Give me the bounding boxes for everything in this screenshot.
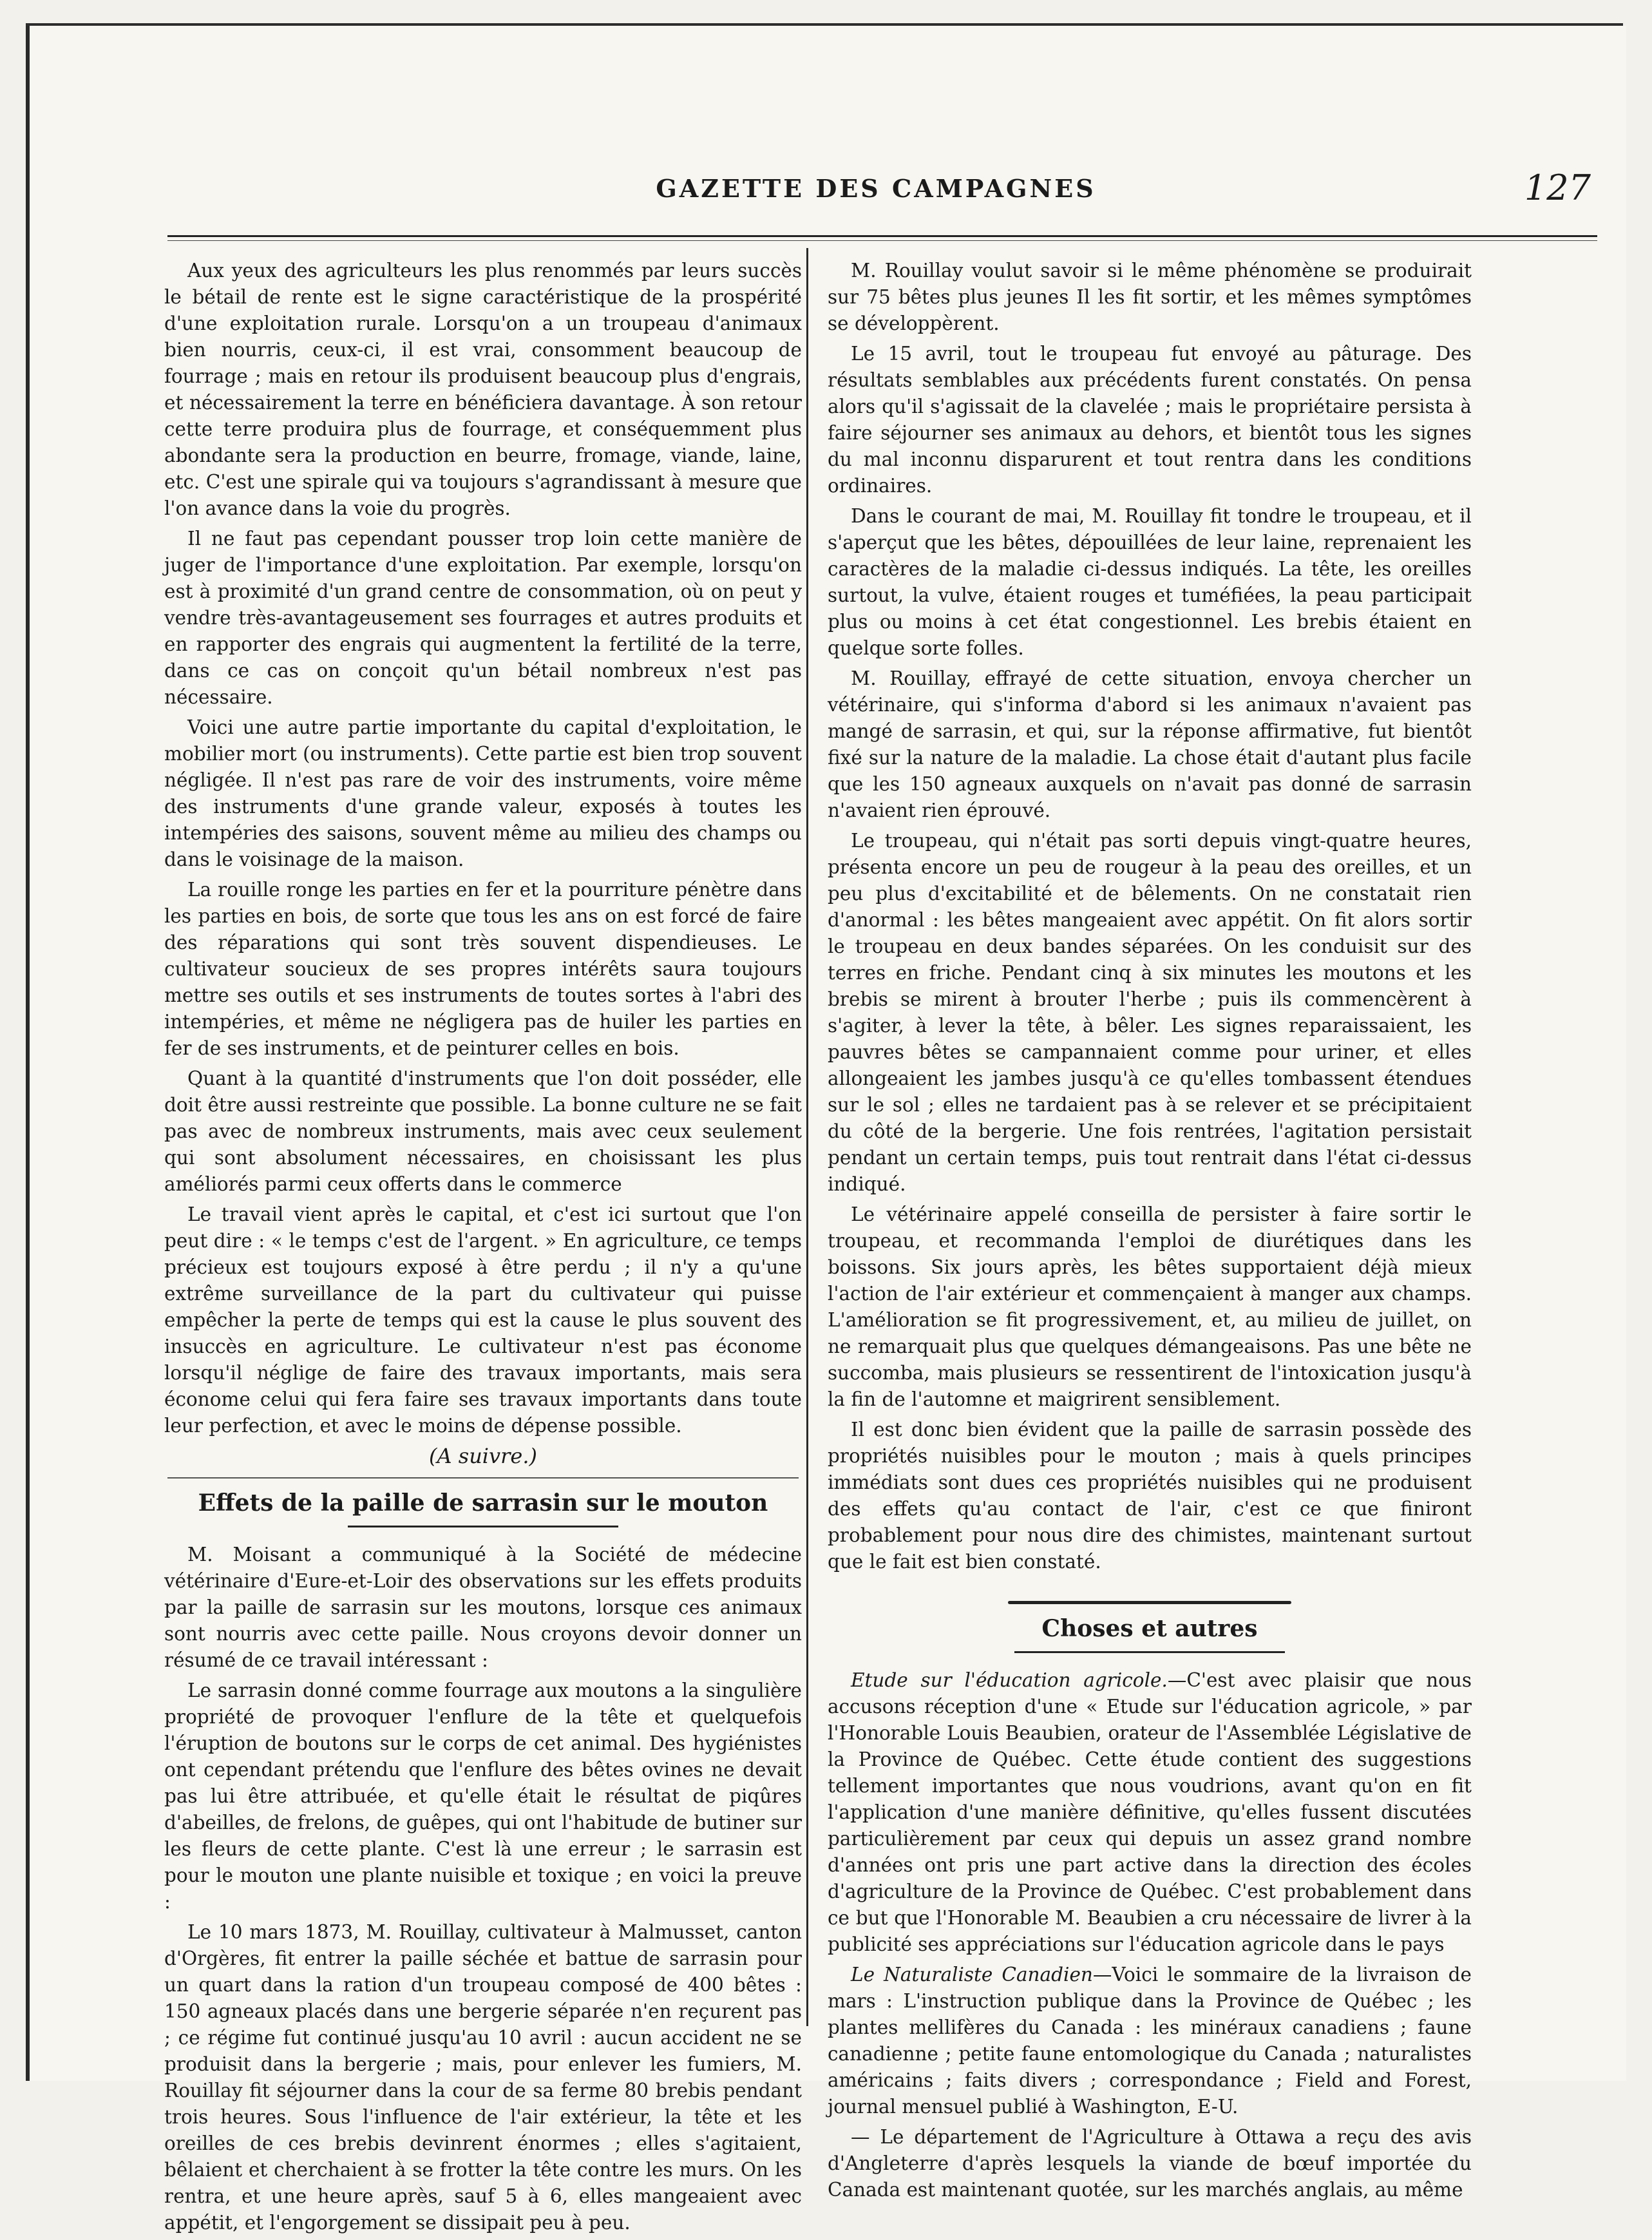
to-be-continued: (A suivre.) <box>429 1444 537 1468</box>
paragraph: M. Moisant a communiqué à la Société de médecine vétérinaire d'Eure-et-Loir des observations sur les effets produits par la paille de sarrasin sur les moutons, lorsque ces animaux sont nourris avec cette paille. Nous croyons devoir donner un résumé de ce travail intéressant : <box>164 1544 802 1671</box>
page-header <box>161 168 1591 232</box>
left-column <box>164 258 802 2240</box>
section-title-choses: Choses et autres <box>1041 1615 1258 1642</box>
item-label: Etude sur l'éducation agricole. <box>851 1669 1168 1691</box>
paragraph <box>828 1667 1472 1958</box>
paragraph: Le 15 avril, tout le troupeau fut envoyé au pâturage. Des résultats semblables aux précédents furent constatés. On pensa alors qu'il s'agissait de la clavelée ; mais le propriétaire persista à faire séjourner ses animaux au dehors, et bientôt tous les signes du mal inconnu disparurent et tout rentra dans les conditions ordinaires. <box>828 343 1472 497</box>
masthead-title: GAZETTE DES CAMPAGNES <box>656 174 1096 203</box>
right-column <box>828 258 1472 2207</box>
page-number: 127 <box>1524 168 1591 208</box>
header-rule <box>167 235 1597 237</box>
paragraph: Le 10 mars 1873, M. Rouillay, cultivateur à Malmusset, canton d'Orgères, fit entrer la paille séchée et battue de sarrasin pour un quart dans la ration d'un troupeau composé de 400 bêtes : 150 agneaux placés dans une bergerie séparée n'en reçurent pas ; ce régime fut continué jusqu'au 10 avril : aucun accident ne se produisit dans la bergerie ; mais, pour enlever les fumiers, M. Rouillay fit séjourner dans la cour de sa ferme 80 brebis pendant trois heures. Sous l'influence de l'air extérieur, la tête et les oreilles de ces brebis devinrent énormes ; elles s'agitaient, bêlaient et cherchaient à se frotter la tête contre les murs. On les rentra, et une heure après, sauf 5 à 6, elles mangeaient avec appétit, et l'engorgement se dissipait peu à peu. <box>164 1921 802 2234</box>
paragraph: Aux yeux des agriculteurs les plus renommés par leurs succès le bétail de rente est le signe caractéristique de la prospérité d'une exploitation rurale. Lorsqu'on a un troupeau d'animaux bien nourris, ceux-ci, il est vrai, consomment beaucoup de fourrage ; mais en retour ils produisent beaucoup plus d'engrais, et nécessairement la terre en bénéficiera davantage. À son retour cette terre produira plus de fourrage, et conséquemment plus abondante sera la production en beurre, fromage, viande, laine, etc. C'est une spirale qui va toujours s'agrandissant à mesure que l'on avance dans la voie du progrès. <box>164 260 802 519</box>
paragraph: La rouille ronge les parties en fer et la pourriture pénètre dans les parties en bois, de sorte que tous les ans on est forcé de faire des réparations qui sont très souvent dispendieuses. Le cultivateur soucieux de ses propres intérêts saura toujours mettre ses outils et ses instruments de toutes sortes à l'abri des intempéries, et même ne négligera pas de huiler les parties en fer de ses instruments, et de peinturer celles en bois. <box>164 879 802 1059</box>
paragraph: Le travail vient après le capital, et c'est ici surtout que l'on peut dire : « le temps c'est de l'argent. » En agriculture, ce temps précieux est toujours exposé à être perdu ; il n'y a qu'une extrême surveillance de la part du cultivateur qui puisse empêcher la perte de temps qui est la cause le plus souvent des insuccès en agriculture. Le cultivateur n'est pas économe lorsqu'il néglige de faire des travaux importants, mais sera économe celui qui fera faire ses travaux importants dans toute leur perfection, et avec le moins de dépense possible. <box>164 1203 802 1437</box>
paragraph: M. Rouillay, effrayé de cette situation, envoya chercher un vétérinaire, qui s'informa d'abord si les animaux n'avaient pas mangé de sarrasin, et qui, sur la réponse affirmative, fut bientôt fixé sur la nature de la maladie. La chose était d'autant plus facile que les 150 agneaux auxquels on n'avait pas donné de sarrasin n'avaient rien éprouvé. <box>828 667 1472 821</box>
header-rule-thin <box>167 240 1597 241</box>
section-title-sarrasin: Effets de la paille de sarrasin sur le mouton <box>198 1489 768 1517</box>
paragraph: Dans le courant de mai, M. Rouillay fit tondre le troupeau, et il s'aperçut que les bêtes, dépouillées de leur laine, reprenaient les caractères de la maladie ci-dessus indiqués. La tête, les oreilles surtout, la vulve, étaient rouges et tuméfiées, la peau participait plus ou moins à cet état congestionnel. Les brebis étaient en quelque sorte folles. <box>828 505 1472 659</box>
paragraph <box>828 1962 1472 2120</box>
paragraph: — Le département de l'Agriculture à Ottawa a reçu des avis d'Angleterre d'après lesquels la viande de bœuf importée du Canada est maintenant quotée, sur les marchés anglais, au même <box>828 2126 1472 2201</box>
paragraph: Le troupeau, qui n'était pas sorti depuis vingt-quatre heures, présenta encore un peu de rougeur à la peau des oreilles, et un peu plus d'excitabilité et de bêlements. On ne constatait rien d'anormal : les bêtes mangeaient avec appétit. On fit alors sortir le troupeau en deux bandes séparées. On les conduisit sur des terres en friche. Pendant cinq à six minutes les moutons et les brebis se mirent à brouter l'herbe ; puis ils commencèrent à s'agiter, à lever la tête, à bêler. Les signes reparaissaient, les pauvres bêtes se campannaient comme pour uriner, et elles allongeaient les jambes jusqu'à ce qu'elles tombassent étendues sur le sol ; elles ne tardaient pas à se relever et se précipitaient du côté de la bergerie. Une fois rentrées, l'agitation persistait pendant un certain temps, puis tout rentrait dans l'état ci-dessus indiqué. <box>828 830 1472 1195</box>
item-label: Le Naturaliste Canadien <box>851 1964 1093 1986</box>
paragraph: M. Rouillay voulut savoir si le même phénomène se produirait sur 75 bêtes plus jeunes Il les fit sortir, et les mêmes symptômes se développèrent. <box>828 260 1472 334</box>
column-divider <box>806 248 808 2026</box>
section-rule <box>167 1477 799 1479</box>
paragraph: Quant à la quantité d'instruments que l'on doit posséder, elle doit être aussi restreinte que possible. La bonne culture ne se fait pas avec de nombreux instruments, mais avec ceux seulement qui sont absolument nécessaires, en choisissant les plus améliorés parmi ceux offerts dans le commerce <box>164 1067 802 1195</box>
paragraph: Voici une autre partie importante du capital d'exploitation, le mobilier mort (ou instruments). Cette partie est bien trop souvent négligée. Il n'est pas rare de voir des instruments, voire même des instruments d'une grande valeur, exposés à toutes les intempéries des saisons, souvent même au milieu des champs ou dans le voisinage de la maison. <box>164 716 802 870</box>
paragraph: Le vétérinaire appelé conseilla de persister à faire sortir le troupeau, et recommanda l'emploi de diurétiques dans les boissons. Six jours après, les bêtes supportaient déjà mieux l'action de l'air extérieur et commençaient à manger aux champs. L'amélioration se fit progressivement, et, au milieu de juillet, on ne remarquait plus que quelques démangeaisons. Pas une bête ne succomba, mais plusieurs se ressentirent de l'intoxication jusqu'à la fin de l'automne et maigrirent sensiblement. <box>828 1203 1472 1410</box>
paragraph: Il ne faut pas cependant pousser trop loin cette manière de juger de l'importance d'une exploitation. Par exemple, lorsqu'on est à proximité d'un grand centre de consommation, où on peut y vendre très-avantageusement ses fourrages et autres produits et en rapporter des engrais qui augmentent la fertilité de la terre, dans ce cas on conçoit qu'un bétail nombreux n'est pas nécessaire. <box>164 528 802 708</box>
section-title-underline <box>1014 1651 1285 1653</box>
paragraph: Le sarrasin donné comme fourrage aux moutons a la singulière propriété de provoquer l'enflure de la tête et quelquefois l'éruption de boutons sur le corps de cet animal. Des hygiénistes ont cependant prétendu que l'enflure des bêtes ovines ne devait pas lui être attribuée, et qu'elle était le résultat de piqûres d'abeilles, de frelons, de guêpes, qui ont l'habitude de butiner sur les fleurs de cette plante. C'est là une erreur ; le sarrasin est pour le mouton une plante nuisible et toxique ; en voici la preuve : <box>164 1680 802 1913</box>
section-rule <box>1008 1601 1291 1604</box>
paragraph: Il est donc bien évident que la paille de sarrasin possède des propriétés nuisibles pour le mouton ; mais à quels principes immédiats sont dues ces propriétés nuisibles qui ne produisent des effets qu'au contact de l'air, c'est ce que finiront probablement pour nous dire des chimistes, maintenant surtout que le fait est bien constaté. <box>828 1419 1472 1573</box>
section-title-underline <box>348 1526 618 1527</box>
item-text: —C'est avec plaisir que nous accusons réception d'une « Etude sur l'éducation agricole, » par l'Honorable Louis Beaubien, orateur de l'Assemblée Législative de la Province de Québec. Cette étude contient des suggestions tellement importantes que nous voudrions, avant qu'on en fit l'application d'une manière définitive, qu'elles fussent discutées particulièrement par ceux qui depuis un assez grand nombre d'années ont pris une part active dans la direction des écoles d'agriculture de la Province de Québec. C'est probablement dans ce but que l'Honorable M. Beaubien a cru nécessaire de livrer à la publicité ses appréciations sur l'éducation agricole dans le pays <box>828 1669 1472 1955</box>
item-text: —Voici le sommaire de la livraison de mars : L'instruction publique dans la Province de Québec ; les plantes mellifères du Canada : les minéraux canadiens ; faune canadienne ; petite faune entomologique du Canada ; naturalistes américains ; faits divers ; correspondance ; Field and Forest, journal mensuel publié à Washington, E-U. <box>828 1964 1472 2118</box>
